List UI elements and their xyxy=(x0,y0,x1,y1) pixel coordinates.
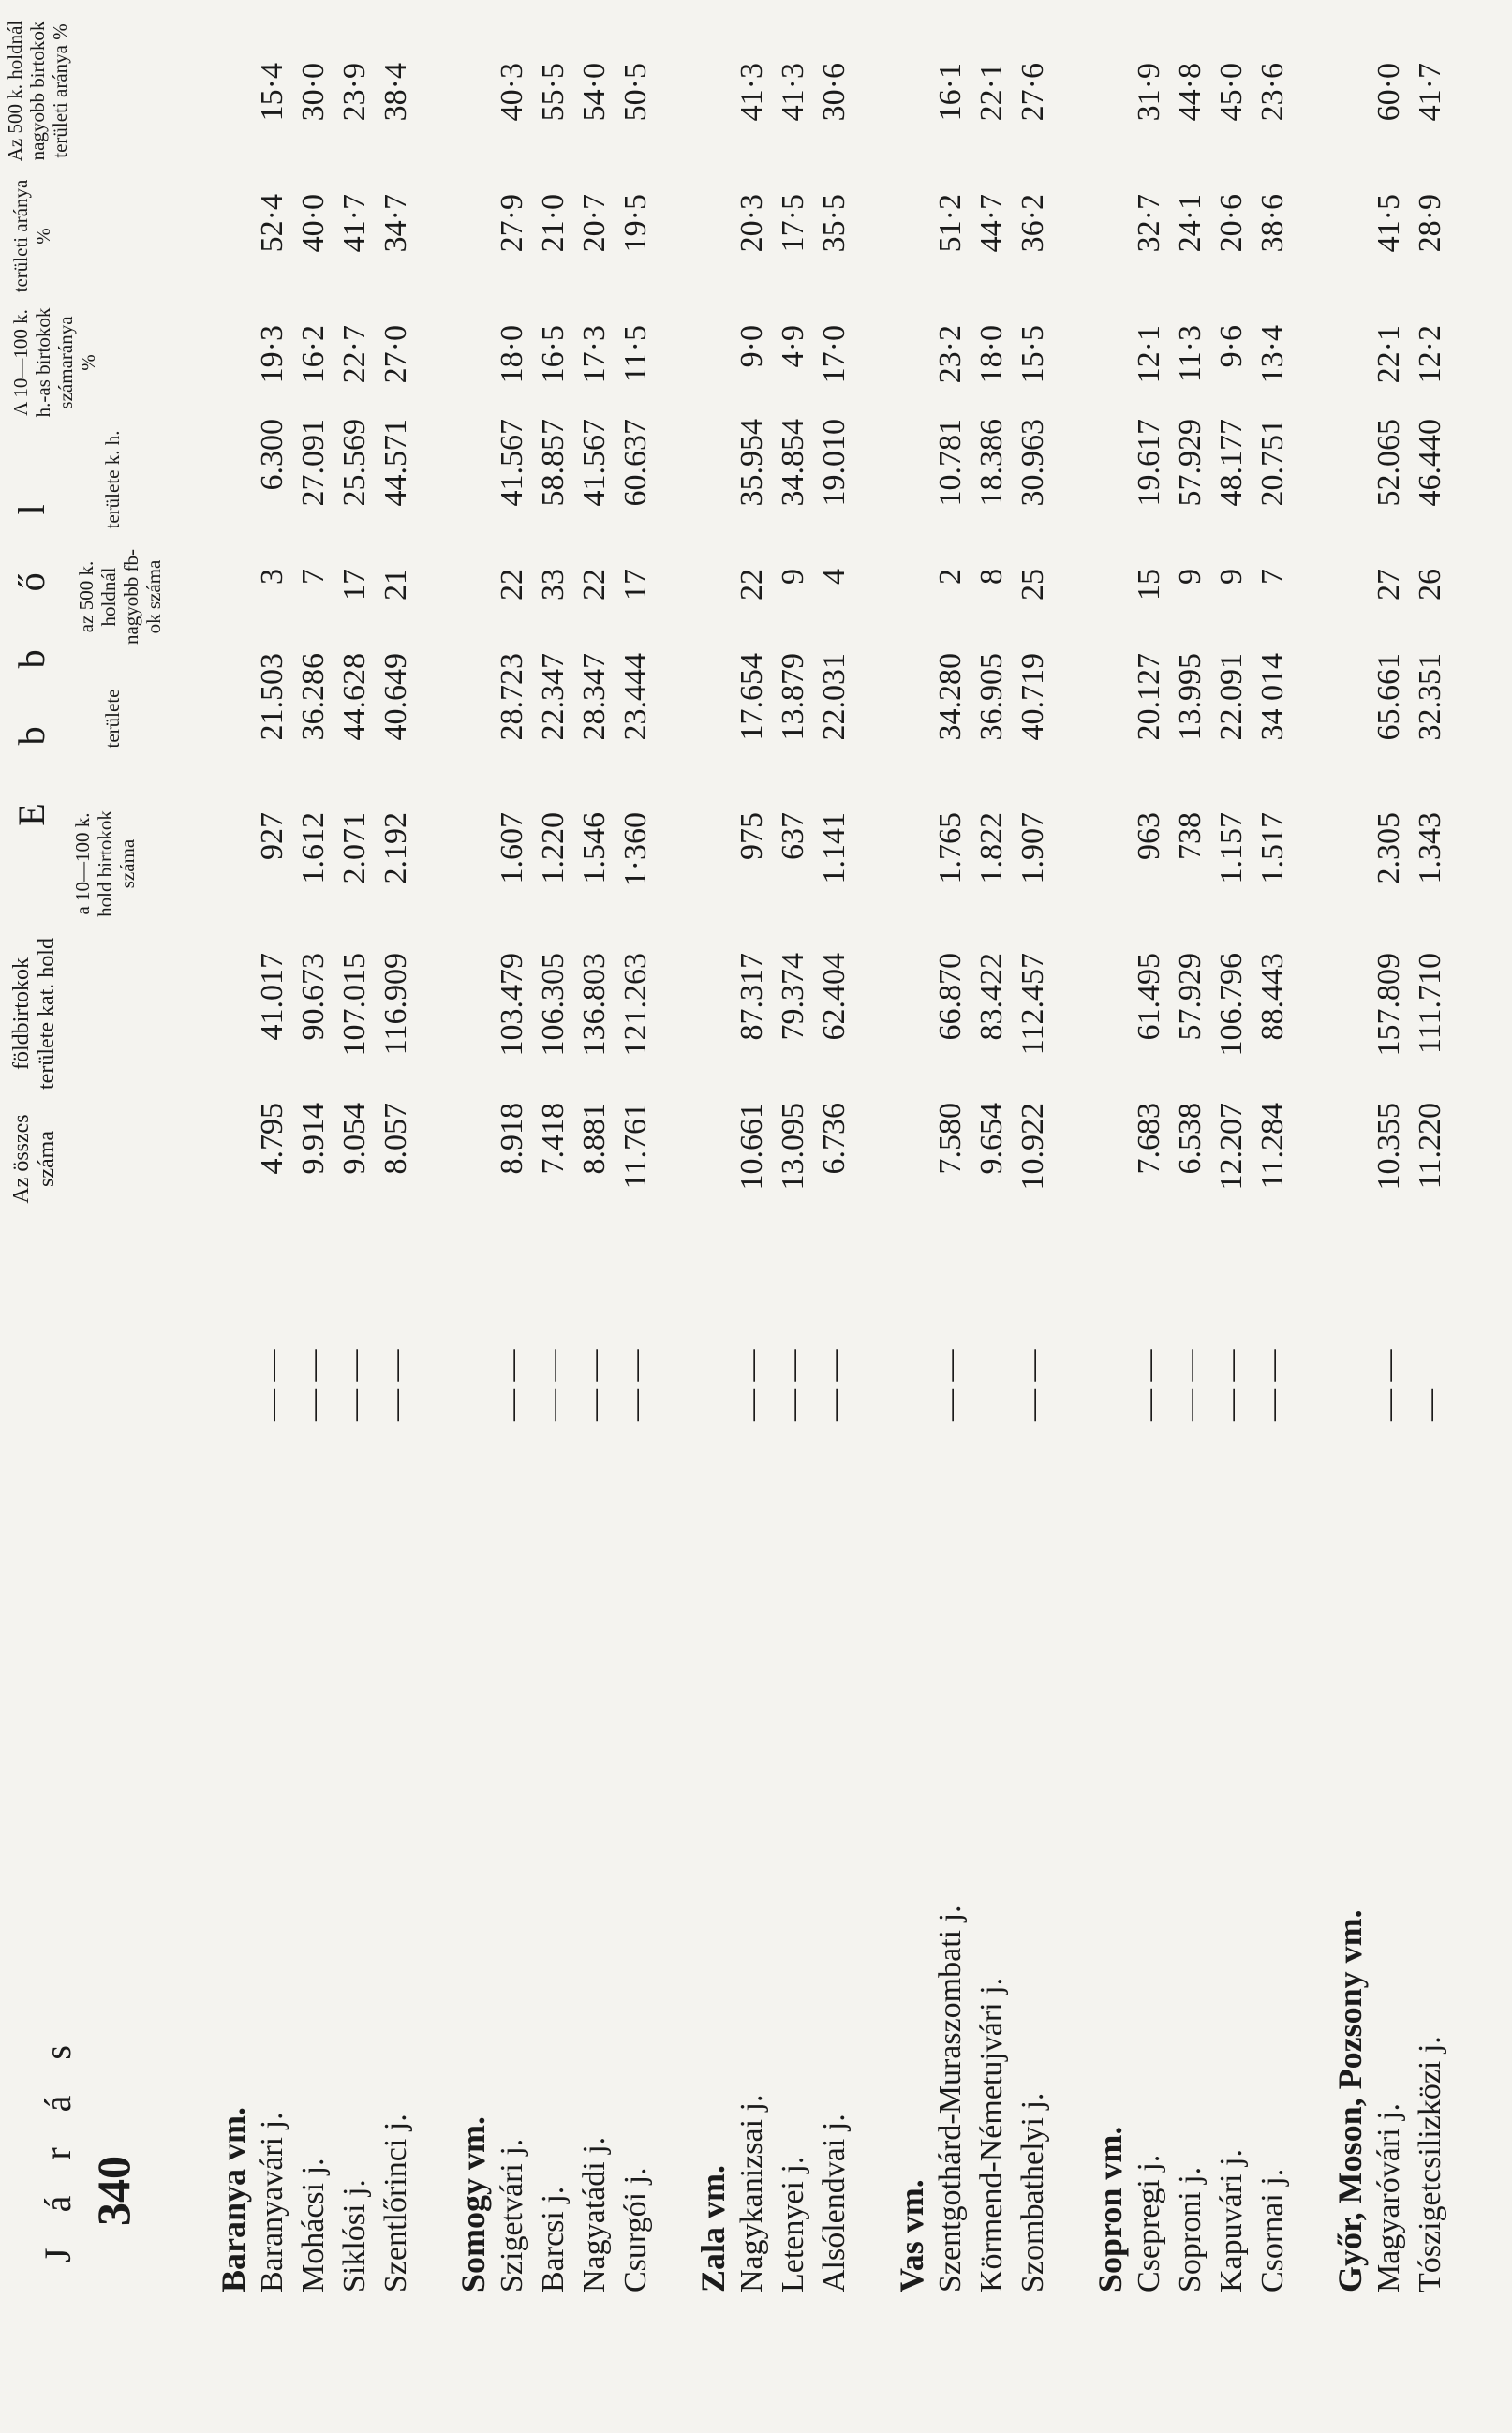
leader-dashes: — — xyxy=(1371,1349,1406,1421)
cell-p500: 27·6 xyxy=(1015,63,1050,122)
cell-c500: 17 xyxy=(618,569,653,601)
cell-c10-100: 1.343 xyxy=(1413,812,1447,884)
cell-p500: 16·1 xyxy=(933,63,968,122)
cell-a10-100: 28.347 xyxy=(577,653,612,741)
cell-total-area: 157.809 xyxy=(1371,953,1406,1057)
section-title: Zala vm. xyxy=(694,2164,732,2292)
header-jaras: J á r á s xyxy=(37,2032,79,2262)
section-title: Sopron vm. xyxy=(1091,2126,1129,2292)
leader-dashes: — — xyxy=(1173,1349,1208,1421)
cell-c500: 2 xyxy=(933,569,968,585)
header-a10-100-szama: a 10—100 k. hold birtokok száma xyxy=(71,810,139,917)
district-name: Szentlőrinci j. xyxy=(378,2114,413,2292)
cell-c500: 22 xyxy=(495,569,529,601)
cell-p-area: 36·2 xyxy=(1015,194,1050,253)
district-name: Magyaróvári j. xyxy=(1371,2102,1406,2292)
cell-total-area: 90.673 xyxy=(296,953,331,1041)
cell-total-area: 136.803 xyxy=(577,953,612,1057)
cell-c10-100: 1.607 xyxy=(495,812,529,884)
cell-a10-100: 23.444 xyxy=(618,653,653,741)
cell-c10-100: 1.220 xyxy=(536,812,571,884)
cell-c10-100: 2.305 xyxy=(1371,812,1406,884)
cell-a500: 41.567 xyxy=(495,419,529,507)
cell-p-count: 4·9 xyxy=(776,325,810,368)
cell-c10-100: 1·360 xyxy=(618,812,653,887)
cell-a10-100: 36.286 xyxy=(296,653,331,741)
cell-c500: 4 xyxy=(817,569,852,585)
leader-dashes: — — xyxy=(776,1349,810,1421)
cell-c10-100: 963 xyxy=(1132,812,1166,860)
leader-dashes: — xyxy=(1413,1389,1447,1421)
leader-dashes: — — xyxy=(255,1349,289,1421)
cell-c10-100: 2.071 xyxy=(337,812,372,884)
cell-p-area: 41·5 xyxy=(1371,194,1406,253)
cell-total-area: 121.263 xyxy=(618,953,653,1057)
cell-p-count: 13·4 xyxy=(1255,325,1290,384)
cell-p500: 23·6 xyxy=(1255,63,1290,122)
cell-total-count: 13.095 xyxy=(776,1103,810,1191)
district-name: Kapuvári j. xyxy=(1214,2149,1249,2292)
cell-total-count: 9.054 xyxy=(337,1103,372,1175)
leader-dashes: — — xyxy=(1214,1349,1249,1421)
cell-p500: 31·9 xyxy=(1132,63,1166,122)
cell-p500: 54·0 xyxy=(577,63,612,122)
cell-total-count: 12.207 xyxy=(1214,1103,1249,1191)
section-title: Somogy vm. xyxy=(454,2116,492,2292)
cell-p500: 38·4 xyxy=(378,63,413,122)
cell-p500: 41·7 xyxy=(1413,63,1447,122)
cell-p-area: 35·5 xyxy=(817,194,852,253)
leader-dashes: — — xyxy=(296,1349,331,1421)
cell-c10-100: 927 xyxy=(255,812,289,860)
cell-p500: 55·5 xyxy=(536,63,571,122)
header-osszes-szama: Az összes száma xyxy=(9,1114,59,1204)
cell-total-area: 57.929 xyxy=(1173,953,1208,1041)
cell-c500: 25 xyxy=(1015,569,1050,601)
cell-c10-100: 1.765 xyxy=(933,812,968,884)
cell-p-area: 17·5 xyxy=(776,194,810,253)
cell-a500: 18.386 xyxy=(974,419,1009,507)
cell-p-area: 44·7 xyxy=(974,194,1009,253)
leader-dashes: — — xyxy=(536,1349,571,1421)
cell-p-count: 18·0 xyxy=(495,325,529,384)
cell-total-area: 107.015 xyxy=(337,953,372,1057)
district-name: Csornai j. xyxy=(1255,2168,1290,2292)
cell-total-count: 8.057 xyxy=(378,1103,413,1175)
cell-a500: 25.569 xyxy=(337,419,372,507)
district-name: Szombathelyi j. xyxy=(1015,2092,1050,2292)
cell-p-count: 22·7 xyxy=(337,325,372,384)
cell-p500: 41·3 xyxy=(776,63,810,122)
district-name: Nagykanizsai j. xyxy=(734,2094,769,2292)
cell-a500: 46.440 xyxy=(1413,419,1447,507)
cell-c500: 9 xyxy=(1214,569,1249,585)
cell-c500: 17 xyxy=(337,569,372,601)
cell-c500: 3 xyxy=(255,569,289,585)
cell-a10-100: 44.628 xyxy=(337,653,372,741)
cell-c500: 22 xyxy=(577,569,612,601)
district-name: Soproni j. xyxy=(1173,2166,1208,2292)
cell-p-count: 9·0 xyxy=(734,325,769,368)
cell-a10-100: 34.280 xyxy=(933,653,968,741)
cell-p-count: 27·0 xyxy=(378,325,413,384)
leader-dashes: — — xyxy=(577,1349,612,1421)
cell-total-area: 87.317 xyxy=(734,953,769,1041)
cell-p-count: 18·0 xyxy=(974,325,1009,384)
cell-c500: 7 xyxy=(1255,569,1290,585)
cell-total-area: 62.404 xyxy=(817,953,852,1041)
cell-total-area: 88.443 xyxy=(1255,953,1290,1041)
header-osszes-terulete: földbirtokok területe kat. hold xyxy=(9,938,59,1090)
cell-p-area: 52·4 xyxy=(255,194,289,253)
cell-a10-100: 40.649 xyxy=(378,653,413,741)
cell-a500: 52.065 xyxy=(1371,419,1406,507)
cell-p500: 44·8 xyxy=(1173,63,1208,122)
header-az500-szama: az 500 k. holdnál nagyobb fb-ok száma xyxy=(75,548,165,645)
district-name: Letenyei j. xyxy=(776,2156,810,2292)
cell-total-count: 10.661 xyxy=(734,1103,769,1191)
cell-c500: 33 xyxy=(536,569,571,601)
leader-dashes: — — xyxy=(495,1349,529,1421)
cell-c10-100: 1.822 xyxy=(974,812,1009,884)
cell-total-count: 6.736 xyxy=(817,1103,852,1175)
district-name: Mohácsi j. xyxy=(296,2158,331,2292)
district-name: Barcsi j. xyxy=(536,2186,571,2292)
section-title: Vas vm. xyxy=(893,2179,930,2292)
cell-c500: 15 xyxy=(1132,569,1166,601)
cell-p-count: 16·2 xyxy=(296,325,331,384)
cell-a10-100: 17.654 xyxy=(734,653,769,741)
cell-p-count: 19·3 xyxy=(255,325,289,384)
cell-total-count: 7.683 xyxy=(1132,1103,1166,1175)
cell-total-count: 11.284 xyxy=(1255,1103,1290,1190)
cell-a10-100: 28.723 xyxy=(495,653,529,741)
cell-p500: 30·0 xyxy=(296,63,331,122)
cell-total-area: 66.870 xyxy=(933,953,968,1041)
cell-p500: 50·5 xyxy=(618,63,653,122)
leader-dashes: — — xyxy=(378,1349,413,1421)
cell-a500: 27.091 xyxy=(296,419,331,507)
cell-p-area: 27·9 xyxy=(495,194,529,253)
cell-c500: 22 xyxy=(734,569,769,601)
district-name: Alsólendvai j. xyxy=(817,2114,852,2292)
cell-total-count: 8.881 xyxy=(577,1103,612,1175)
leader-dashes: — — xyxy=(337,1349,372,1421)
cell-a500: 58.857 xyxy=(536,419,571,507)
cell-total-count: 10.355 xyxy=(1371,1103,1406,1191)
district-name: Csepregi j. xyxy=(1132,2154,1166,2292)
district-name: Szentgothárd-Muraszombati j. xyxy=(933,1905,968,2292)
cell-total-area: 41.017 xyxy=(255,953,289,1041)
cell-a500: 48.177 xyxy=(1214,419,1249,507)
leader-dashes: — — xyxy=(734,1349,769,1421)
cell-p500: 30·6 xyxy=(817,63,852,122)
cell-p-area: 20·7 xyxy=(577,194,612,253)
leader-dashes: — — xyxy=(618,1349,653,1421)
cell-c500: 9 xyxy=(1173,569,1208,585)
district-name: Körmend-Németujvári j. xyxy=(974,1977,1009,2292)
cell-total-count: 4.795 xyxy=(255,1103,289,1175)
cell-p-area: 28·9 xyxy=(1413,194,1447,253)
cell-p500: 41·3 xyxy=(734,63,769,122)
cell-c10-100: 1.157 xyxy=(1214,812,1249,884)
cell-p-area: 19·5 xyxy=(618,194,653,253)
district-name: Siklósi j. xyxy=(337,2179,372,2292)
cell-p-area: 38·6 xyxy=(1255,194,1290,253)
cell-total-area: 106.305 xyxy=(536,953,571,1057)
cell-c10-100: 975 xyxy=(734,812,769,860)
header-a10-100-terulete: területe xyxy=(101,689,124,749)
leader-dashes: — — xyxy=(1015,1349,1050,1421)
section-title: Baranya vm. xyxy=(215,2107,252,2292)
leader-dashes: — — xyxy=(933,1349,968,1421)
district-name: Szigetvári j. xyxy=(495,2138,529,2292)
leader-dashes: — — xyxy=(817,1349,852,1421)
cell-a10-100: 32.351 xyxy=(1413,653,1447,741)
cell-a10-100: 22.347 xyxy=(536,653,571,741)
cell-total-count: 11.761 xyxy=(618,1103,653,1190)
cell-p-area: 32·7 xyxy=(1132,194,1166,253)
cell-a500: 34.854 xyxy=(776,419,810,507)
cell-a10-100: 40.719 xyxy=(1015,653,1050,741)
cell-a10-100: 36.905 xyxy=(974,653,1009,741)
district-name: Csurgói j. xyxy=(618,2167,653,2292)
cell-total-area: 79.374 xyxy=(776,953,810,1041)
cell-c10-100: 1.612 xyxy=(296,812,331,884)
cell-p-count: 9·6 xyxy=(1214,325,1249,368)
cell-a500: 19.010 xyxy=(817,419,852,507)
cell-p500: 45·0 xyxy=(1214,63,1249,122)
cell-c10-100: 1.546 xyxy=(577,812,612,884)
cell-total-area: 111.710 xyxy=(1413,953,1447,1054)
cell-c500: 26 xyxy=(1413,569,1447,601)
district-name: Nagyatádi j. xyxy=(577,2136,612,2292)
cell-p-area: 20·6 xyxy=(1214,194,1249,253)
cell-a500: 44.571 xyxy=(378,419,413,507)
cell-total-count: 7.418 xyxy=(536,1103,571,1175)
cell-p-count: 16·5 xyxy=(536,325,571,384)
cell-a500: 41.567 xyxy=(577,419,612,507)
cell-p-count: 23·2 xyxy=(933,325,968,384)
cell-total-area: 112.457 xyxy=(1015,953,1050,1056)
cell-c500: 27 xyxy=(1371,569,1406,601)
cell-p-area: 24·1 xyxy=(1173,194,1208,253)
cell-total-count: 11.220 xyxy=(1413,1103,1447,1190)
cell-p500: 15·4 xyxy=(255,63,289,122)
cell-p-area: 51·2 xyxy=(933,194,968,253)
cell-a500: 60.637 xyxy=(618,419,653,507)
cell-p-count: 15·5 xyxy=(1015,325,1050,384)
cell-total-count: 8.918 xyxy=(495,1103,529,1175)
leader-dashes: — — xyxy=(1255,1349,1290,1421)
cell-c500: 7 xyxy=(296,569,331,585)
district-name: Tószigetcsilizközi j. xyxy=(1413,2036,1447,2292)
cell-c10-100: 2.192 xyxy=(378,812,413,884)
header-az500-terulete: területe k. h. xyxy=(101,430,124,529)
cell-c500: 8 xyxy=(974,569,1009,585)
cell-total-count: 6.538 xyxy=(1173,1103,1208,1175)
cell-c10-100: 738 xyxy=(1173,812,1208,860)
cell-total-area: 103.479 xyxy=(495,953,529,1057)
cell-c500: 21 xyxy=(378,569,413,601)
section-title: Győr, Moson, Pozsony vm. xyxy=(1331,1909,1369,2292)
cell-p-area: 20·3 xyxy=(734,194,769,253)
cell-p-area: 41·7 xyxy=(337,194,372,253)
leader-dashes: — — xyxy=(1132,1349,1166,1421)
page-number: 340 xyxy=(87,2156,140,2226)
cell-p500: 22·1 xyxy=(974,63,1009,122)
cell-p500: 60·0 xyxy=(1371,63,1406,122)
cell-p-area: 34·7 xyxy=(378,194,413,253)
cell-p-count: 22·1 xyxy=(1371,325,1406,384)
cell-a10-100: 22.091 xyxy=(1214,653,1249,741)
cell-c500: 9 xyxy=(776,569,810,585)
cell-c10-100: 1.907 xyxy=(1015,812,1050,884)
cell-a500: 6.300 xyxy=(255,419,289,491)
header-a10-100-szamaranya: A 10—100 k. h.-as birtokok számaránya % xyxy=(9,307,99,418)
cell-p-count: 11·5 xyxy=(618,325,653,383)
cell-c10-100: 1.517 xyxy=(1255,812,1290,884)
cell-a10-100: 13.995 xyxy=(1173,653,1208,741)
cell-p500: 23·9 xyxy=(337,63,372,122)
header-ebbol: E b b ő l xyxy=(10,480,52,826)
cell-p-count: 12·1 xyxy=(1132,325,1166,384)
cell-a10-100: 65.661 xyxy=(1371,653,1406,741)
cell-total-count: 10.922 xyxy=(1015,1103,1050,1191)
cell-a10-100: 21.503 xyxy=(255,653,289,741)
cell-c10-100: 1.141 xyxy=(817,812,852,884)
cell-a500: 10.781 xyxy=(933,419,968,507)
cell-total-count: 9.914 xyxy=(296,1103,331,1175)
cell-a500: 30.963 xyxy=(1015,419,1050,507)
cell-total-area: 116.909 xyxy=(378,953,413,1056)
cell-a500: 57.929 xyxy=(1173,419,1208,507)
cell-a500: 19.617 xyxy=(1132,419,1166,507)
cell-a10-100: 13.879 xyxy=(776,653,810,741)
cell-p-count: 17·3 xyxy=(577,325,612,384)
cell-total-count: 9.654 xyxy=(974,1103,1009,1175)
cell-p-count: 17·0 xyxy=(817,325,852,384)
cell-p-area: 21·0 xyxy=(536,194,571,253)
cell-total-area: 106.796 xyxy=(1214,953,1249,1057)
cell-p-count: 11·3 xyxy=(1173,325,1208,383)
header-az500-teruleti-aranya: Az 500 k. holdnál nagyobb birtokok területi aránya % xyxy=(4,20,71,162)
cell-a10-100: 34 014 xyxy=(1255,653,1290,741)
cell-c10-100: 637 xyxy=(776,812,810,860)
cell-total-area: 61.495 xyxy=(1132,953,1166,1041)
cell-a500: 35.954 xyxy=(734,419,769,507)
cell-total-area: 83.422 xyxy=(974,953,1009,1041)
cell-a500: 20.751 xyxy=(1255,419,1290,507)
cell-p-count: 12·2 xyxy=(1413,325,1447,384)
cell-a10-100: 20.127 xyxy=(1132,653,1166,741)
district-name: Baranyavári j. xyxy=(255,2112,289,2292)
cell-total-count: 7.580 xyxy=(933,1103,968,1175)
header-a10-100-teruleti-aranya: területi aránya % xyxy=(9,179,54,293)
cell-p500: 40·3 xyxy=(495,63,529,122)
cell-a10-100: 22.031 xyxy=(817,653,852,741)
cell-p-area: 40·0 xyxy=(296,194,331,253)
